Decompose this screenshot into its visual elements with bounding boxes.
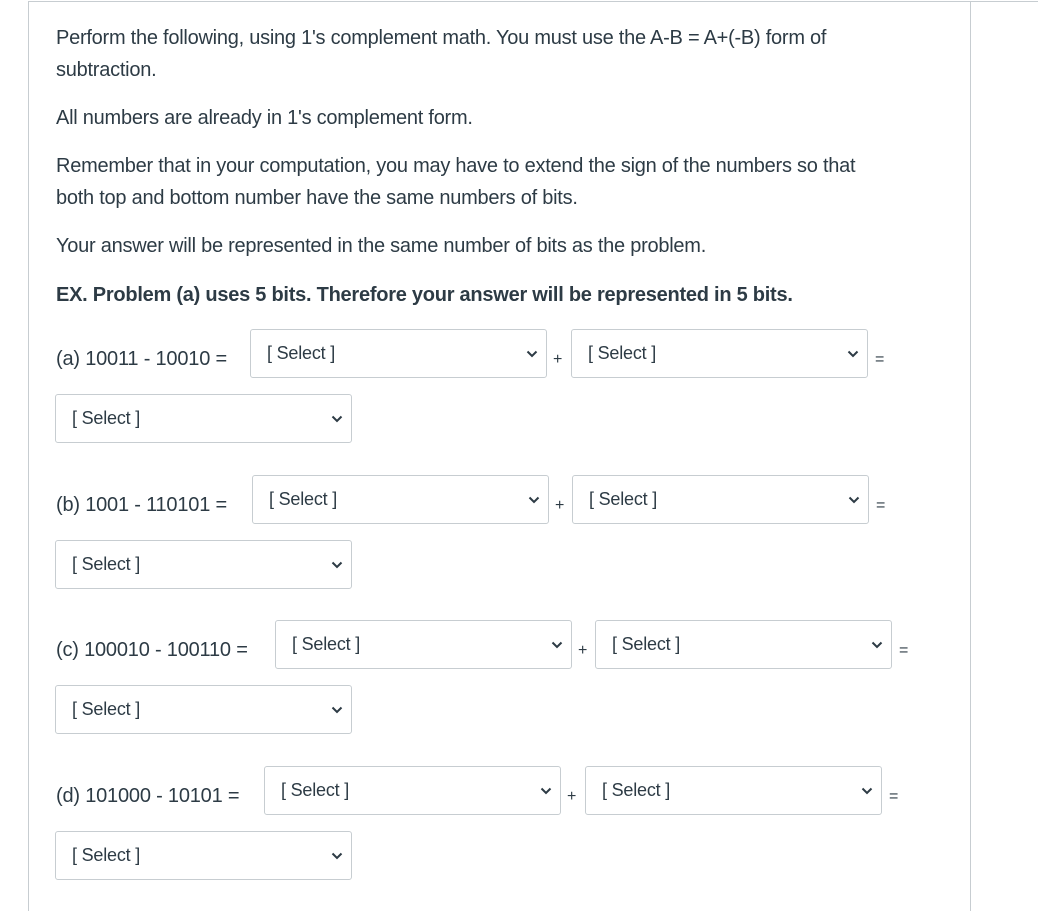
chevron-down-icon	[861, 786, 873, 796]
select-value: [ Select ]	[267, 343, 336, 363]
chevron-down-icon	[331, 851, 343, 861]
instruction-line-5: both top and bottom number have the same numbers of bits.	[56, 187, 578, 209]
select-value: [ Select ]	[589, 489, 658, 509]
plus-sign: +	[567, 788, 577, 805]
chevron-down-icon	[528, 495, 540, 505]
select-value: [ Select ]	[612, 634, 681, 654]
problem-b-operand-select[interactable]	[252, 475, 549, 524]
problem-d-result-select[interactable]	[55, 831, 352, 880]
equals-sign: =	[876, 497, 886, 514]
problem-a-result-select[interactable]	[55, 394, 352, 443]
chevron-down-icon	[540, 786, 552, 796]
problem-c-negated-select[interactable]	[595, 620, 892, 669]
chevron-down-icon	[551, 640, 563, 650]
problem-a-negated-select[interactable]	[571, 329, 868, 378]
plus-sign: +	[553, 351, 563, 368]
problem-a-label: (a) 10011 - 10010 =	[56, 348, 227, 370]
plus-sign: +	[578, 642, 588, 659]
problem-c-operand-select[interactable]	[275, 620, 572, 669]
problem-d-label: (d) 101000 - 10101 =	[56, 785, 240, 807]
instruction-line-2: subtraction.	[56, 59, 157, 81]
select-value: [ Select ]	[588, 343, 657, 363]
problem-d-negated-select[interactable]	[585, 766, 882, 815]
instruction-line-6: Your answer will be represented in the same number of bits as the problem.	[56, 235, 707, 257]
chevron-down-icon	[331, 560, 343, 570]
chevron-down-icon	[526, 349, 538, 359]
chevron-down-icon	[331, 705, 343, 715]
select-value: [ Select ]	[72, 845, 141, 865]
instruction-line-4: Remember that in your computation, you may have to extend the sign of the numbers so that	[56, 155, 856, 177]
equals-sign: =	[889, 788, 899, 805]
problem-b-negated-select[interactable]	[572, 475, 869, 524]
problem-c-result-select[interactable]	[55, 685, 352, 734]
equals-sign: =	[899, 642, 909, 659]
select-value: [ Select ]	[281, 780, 350, 800]
equals-sign: =	[875, 351, 885, 368]
select-value: [ Select ]	[602, 780, 671, 800]
chevron-down-icon	[847, 349, 859, 359]
select-value: [ Select ]	[292, 634, 361, 654]
problem-b-label: (b) 1001 - 110101 =	[56, 494, 227, 516]
select-value: [ Select ]	[269, 489, 338, 509]
instruction-line-3: All numbers are already in 1's complement form.	[56, 107, 473, 129]
chevron-down-icon	[848, 495, 860, 505]
plus-sign: +	[555, 497, 565, 514]
example-note: EX. Problem (a) uses 5 bits. Therefore your answer will be represented in 5 bits.	[56, 284, 793, 306]
select-value: [ Select ]	[72, 408, 141, 428]
problem-d-operand-select[interactable]	[264, 766, 561, 815]
problem-a-operand-select[interactable]	[250, 329, 547, 378]
problem-c-label: (c) 100010 - 100110 =	[56, 639, 248, 661]
select-value: [ Select ]	[72, 699, 141, 719]
problem-b-result-select[interactable]	[55, 540, 352, 589]
instruction-line-1: Perform the following, using 1's complement math. You must use the A-B = A+(-B) form of	[56, 27, 827, 49]
select-value: [ Select ]	[72, 554, 141, 574]
chevron-down-icon	[331, 414, 343, 424]
chevron-down-icon	[871, 640, 883, 650]
